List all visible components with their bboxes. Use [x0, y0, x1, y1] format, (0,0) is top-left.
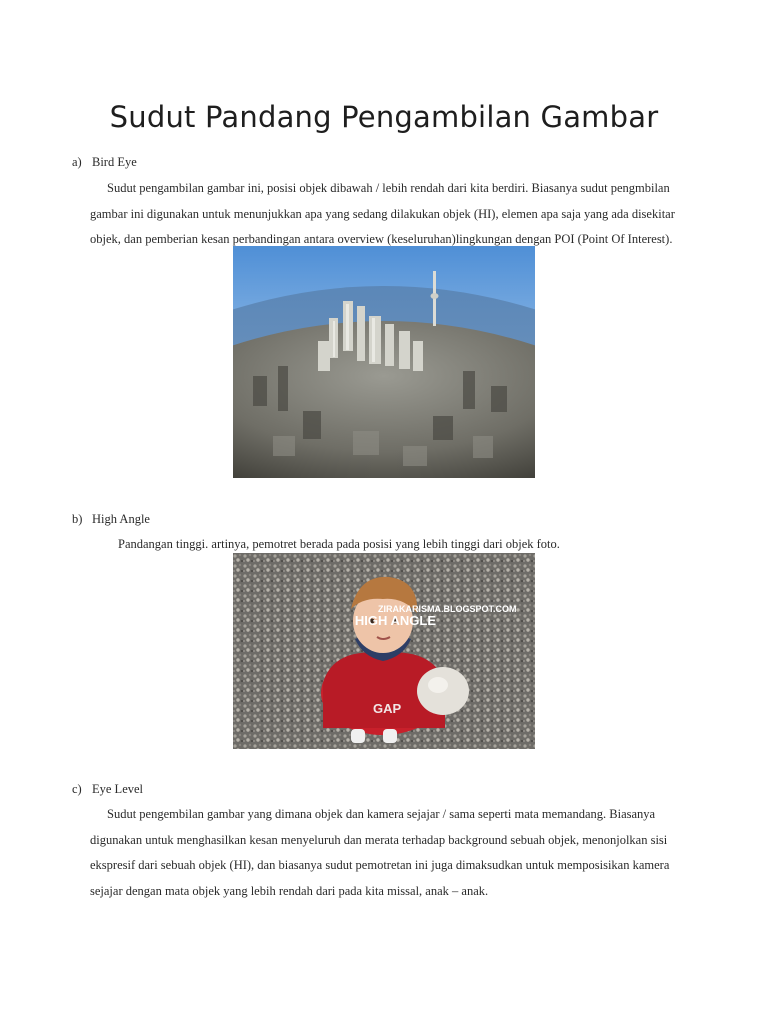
bird-eye-photo [233, 246, 535, 478]
watermark-url: ZIRAKARISMA.BLOGSPOT.COM [378, 604, 517, 614]
list-marker: c) [72, 782, 82, 796]
watermark-title: HIGH ANGLE [354, 613, 436, 628]
heading-text: High Angle [92, 512, 150, 526]
paragraph-bird-eye [90, 176, 676, 253]
section-heading-bird-eye [72, 155, 137, 170]
text-line: Sudut pengembilan gambar yang dimana objek dan kamera sejajar / sama seperti mata memandang. Biasanya [107, 807, 656, 821]
list-marker: b) [72, 512, 83, 526]
text-line: digunakan untuk menghasilkan kesan menyeluruh dan merata terhadap background sebuah objek, menonjolkan sisi [90, 832, 668, 847]
heading-text: Eye Level [92, 782, 144, 796]
list-marker: a) [72, 155, 82, 169]
text-line: sejajar dengan mata objek yang lebih rendah dari pada kita missal, anak – anak. [90, 883, 489, 898]
section-heading-eye-level [72, 782, 143, 797]
shirt-logo: GAP [373, 701, 402, 716]
heading-text: Bird Eye [92, 155, 137, 169]
high-angle-photo [233, 553, 535, 749]
section-heading-high-angle [72, 512, 150, 527]
paragraph-eye-level [90, 802, 678, 904]
text-line: gambar ini digunakan untuk menunjukkan apa yang sedang dilakukan objek (HI), elemen apa saja yang ada disekitar [90, 206, 675, 221]
text-line: ekspresif dari sebuah objek (HI), dan biasanya sudut pemotretan ini juga dimaksudkan untuk memposisikan kamera [90, 858, 670, 872]
text-line: Sudut pengambilan gambar ini, posisi objek dibawah / lebih rendah dari kita berdiri. Biasanya sudut pengmbilan [107, 181, 670, 195]
text-line: Pandangan tinggi. artinya, pemotret berada pada posisi yang lebih tinggi dari objek foto. [118, 537, 560, 551]
page-title: Sudut Pandang Pengambilan Gambar [109, 100, 659, 134]
text-line: objek, dan pemberian kesan perbandingan antara overview (keseluruhan)lingkungan dengan POI (Point Of Interest). [90, 232, 673, 246]
